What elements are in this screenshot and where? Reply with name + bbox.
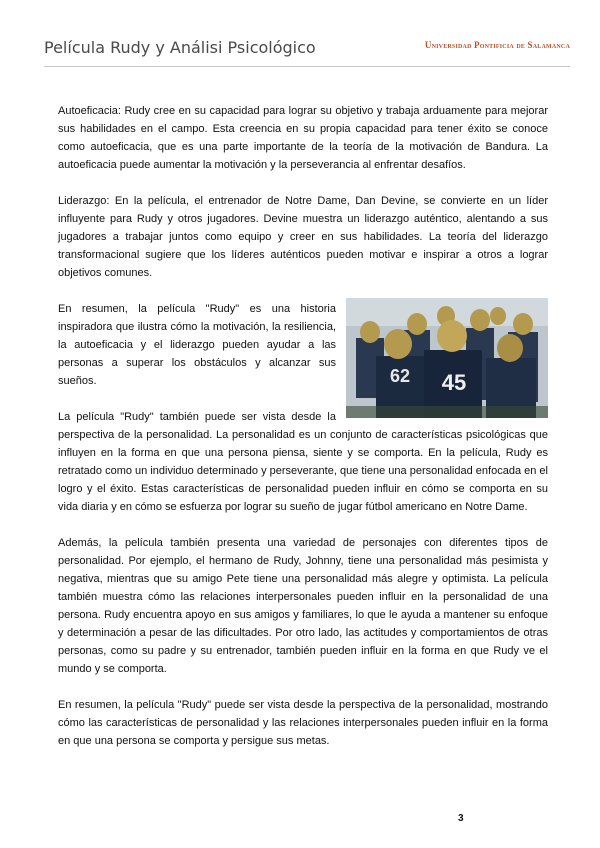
university-name: Universidad Pontificia de Salamanca bbox=[424, 40, 570, 50]
document-body bbox=[58, 102, 548, 768]
paragraph-personajes: Además, la película también presenta una variedad de personajes con diferentes tipos de personalidad. Por ejemplo, el hermano de Rudy, Johnny, tiene una personalidad más pesimista y negativa, mientras que su amigo Pete tiene una personalidad más alegre y optimista. La película también muestra cómo las relaciones interpersonales pueden influir en la personalidad de una persona. Rudy encuentra apoyo en sus amigos y familiares, lo que le ayuda a mantener su enfoque y determinación a pesar de las dificultades. Por otro lado, las actitudes y comportamientos de otras personas, como su padre y su entrenador, también pueden influir en la forma en que Rudy ve el mundo y se comporta. bbox=[58, 537, 548, 675]
jersey-number-45: 45 bbox=[441, 370, 467, 395]
paragraph-liderazgo: Liderazgo: En la película, el entrenador de Notre Dame, Dan Devine, se convierte en un líder influyente para Rudy y otros jugadores. Devine muestra un liderazgo auténtico, alentando a sus jugadores a trabajar juntos como equipo y creer en sus habilidades. La teoría del liderazgo transformacional sugiere que los líderes auténticos pueden motivar e inspirar a otros a lograr objetivos comunes. bbox=[58, 195, 548, 279]
paragraph-resumen-1: En resumen, la película "Rudy" es una historia inspiradora que ilustra cómo la motivación, la resiliencia, la autoeficacia y el liderazgo pueden ayudar a las personas a superar los obstáculos y alcanzar sus sueños. bbox=[58, 303, 336, 387]
page-number: 3 bbox=[458, 813, 464, 824]
football-team-photo bbox=[346, 298, 548, 418]
team-photo-illustration bbox=[346, 298, 548, 418]
jersey-number-62: 62 bbox=[389, 366, 411, 386]
paragraph-personalidad: La película "Rudy" también puede ser vista desde la perspectiva de la personalidad. La personalidad es un conjunto de características psicológicas que influyen en la forma en que una persona piensa, siente y se comporta. En la película, Rudy es retratado como un individuo determinado y perseverante, que tiene una personalidad enfocada en el logro y el éxito. Estas características de personalidad pueden influir en cómo se comporta en su vida diaria y en cómo se esfuerza por lograr su sueño de jugar fútbol americano en Notre Dame. bbox=[58, 411, 548, 513]
document-title: Película Rudy y Análisi Psicológico bbox=[44, 38, 316, 57]
page-header bbox=[44, 38, 570, 67]
paragraph-autoeficacia: Autoeficacia: Rudy cree en su capacidad para lograr su objetivo y trabaja arduamente para mejorar sus habilidades en el campo. Esta creencia en su propia capacidad para tener éxito se conoce como autoeficacia, que es una parte importante de la teoría de la motivación de Bandura. La autoeficacia puede aumentar la motivación y la perseverancia al enfrentar desafíos. bbox=[58, 105, 548, 171]
paragraph-resumen-2: En resumen, la película "Rudy" puede ser vista desde la perspectiva de la personalidad, mostrando cómo las características de personalidad y las relaciones interpersonales pueden influir en la forma en que una persona se comporta y persigue sus metas. bbox=[58, 699, 548, 747]
